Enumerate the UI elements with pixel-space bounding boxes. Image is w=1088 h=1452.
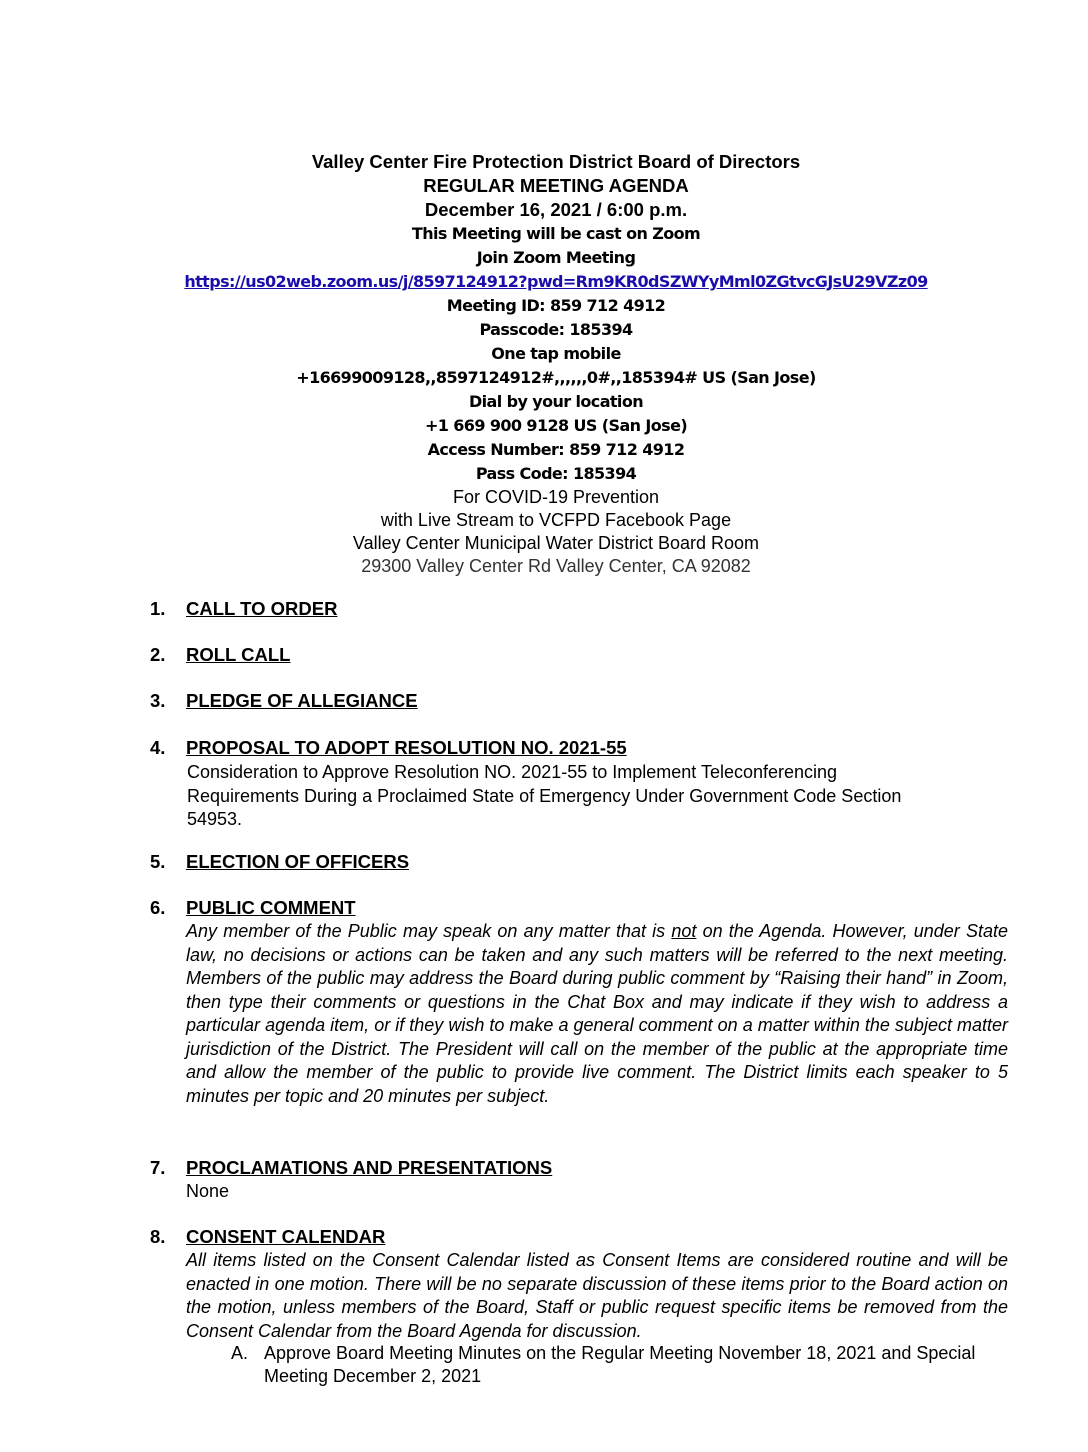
agenda-header [0,150,1088,578]
item-number: 8. [150,1226,166,1247]
item-title: ELECTION OF OFFICERS [186,851,410,872]
item-number: 3. [150,690,166,711]
dial-label: Dial by your location [468,392,644,411]
one-tap-label: One tap mobile [491,344,621,363]
description-text: Any member of the Public may speak on any matter that is [186,921,672,941]
item-title: CONSENT CALENDAR [186,1226,386,1247]
zoom-cast-note: This Meeting will be cast on Zoom [411,224,701,243]
one-tap-number: +16699009128,,8597124912#,,,,,,0#,,185394# US (San Jose) [296,368,816,387]
access-number: Access Number: 859 712 4912 [427,440,685,459]
description-line: Requirements During a Proclaimed State of Emergency Under Government Code Section [187,785,902,806]
item-title: PROPOSAL TO ADOPT RESOLUTION NO. 2021-55 [186,737,627,758]
item-number: 2. [150,644,166,665]
emphasis-not: not [671,921,697,941]
live-stream-note: with Live Stream to VCFPD Facebook Page [380,510,732,530]
item-description: All items listed on the Consent Calendar listed as Consent Items are considered routine and will be enacted in one motion. There will be no separate discussion of these items prior to the Board action on the motion, unless members of the Board, Staff or public request specific items be removed from the Consent Calendar from the Board Agenda for discussion. [186,1250,1008,1341]
sub-item-text: Approve Board Meeting Minutes on the Regular Meeting November 18, 2021 and Special Meeting December 2, 2021 [264,1343,976,1386]
item-number: 6. [150,897,166,918]
item-number: 7. [150,1157,166,1178]
item-title: PROCLAMATIONS AND PRESENTATIONS [186,1157,553,1178]
item-number: 5. [150,851,166,872]
covid-note: For COVID-19 Prevention [452,487,660,507]
description-line: 54953. [187,809,243,829]
item-number: 4. [150,737,166,758]
sub-item-letter: A. [231,1343,249,1363]
zoom-meeting-link[interactable]: https://us02web.zoom.us/j/8597124912?pwd=Rm9KR0dSZWYyMml0ZGtvcGJsU29VZz09 [184,272,928,291]
item-title: CALL TO ORDER [186,598,338,619]
item-description [187,761,901,832]
board-title: Valley Center Fire Protection District Board of Directors [311,151,801,172]
join-zoom-label: Join Zoom Meeting [476,248,636,267]
meeting-type: REGULAR MEETING AGENDA [423,175,689,196]
item-title: PLEDGE OF ALLEGIANCE [186,690,418,711]
venue-name: Valley Center Municipal Water District Board Room [352,533,760,553]
item-description [186,920,1008,1108]
meeting-date-time: December 16, 2021 / 6:00 p.m. [424,199,688,220]
venue-address: 29300 Valley Center Rd Valley Center, CA 92082 [361,556,751,576]
pass-code: Pass Code: 185394 [475,464,637,483]
description-text-cont: on the Agenda. However, under State law, no decisions or actions can be taken and any such matters will be referred to the next meeting. Members of the public may address the Board during public comment by “Raising their hand” in Zoom, then type their comments or questions in the Chat Box and may indicate if they wish to address a particular agenda item, or if they wish to make a general comment on a matter within the subject matter jurisdiction of the District. The President will call on the member of the public at the appropriate time and allow the member of the public to provide live comment. The District limits each speaker to 5 minutes per topic and 20 minutes per subject. [186,921,1008,1106]
description-line: Consideration to Approve Resolution NO. 2021-55 to Implement Teleconferencing [187,762,838,782]
dial-number: +1 669 900 9128 US (San Jose) [424,416,688,435]
item-number: 1. [150,598,166,619]
item-title: ROLL CALL [186,644,291,665]
passcode: Passcode: 185394 [479,320,633,339]
meeting-id: Meeting ID: 859 712 4912 [446,296,666,315]
item-description: None [186,1181,230,1201]
item-title: PUBLIC COMMENT [186,897,356,918]
